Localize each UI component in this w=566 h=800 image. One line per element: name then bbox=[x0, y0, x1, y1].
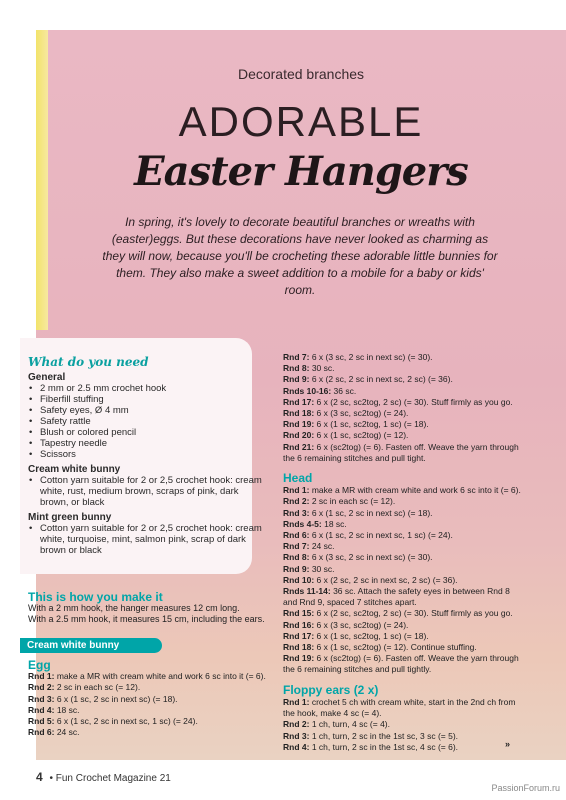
how-line-2: With a 2.5 mm hook, it measures 15 cm, including the ears. bbox=[28, 614, 265, 624]
pattern-row bbox=[283, 731, 523, 742]
row-label: Rnd 1: bbox=[283, 485, 310, 496]
row-label: Rnd 19: bbox=[283, 419, 315, 430]
material-item: • Safety rattle bbox=[38, 416, 263, 427]
instructions-intro bbox=[28, 592, 268, 625]
pattern-row bbox=[283, 442, 523, 464]
row-text: 6 x (2 sc, 2 sc in next sc, 2 sc) (= 36). bbox=[309, 374, 453, 385]
row-label: Rnd 15: bbox=[283, 608, 315, 619]
row-text: 6 x (1 sc, 2 sc in next sc, 1 sc) (= 24). bbox=[54, 716, 198, 727]
row-label: Rnd 2: bbox=[28, 682, 55, 693]
row-text: 6 x (2 sc, 2 sc in next sc, 2 sc) (= 36). bbox=[314, 574, 458, 585]
row-label: Rnd 1: bbox=[283, 696, 310, 707]
row-label: Rnd 2: bbox=[283, 496, 310, 507]
intro-paragraph: In spring, it's lovely to decorate beautiful branches or wreaths with (easter)eggs. But these decorations have never looked as charming as they will now, because you'll be crocheting these adorable little bunnies for them. They also make a sweet addition to a mobile for a baby or kids' room. bbox=[102, 215, 498, 297]
mint-label: Mint green bunny bbox=[28, 512, 112, 523]
material-item: • Cotton yarn suitable for 2 or 2,5 crochet hook: cream white, rust, medium brown, scraps of pink, dark brown, or black bbox=[38, 475, 263, 508]
pattern-row bbox=[283, 697, 523, 719]
row-text: 6 x (3 sc, sc2tog) (= 24). bbox=[314, 619, 409, 630]
row-text: 6 x (1 sc, sc2tog, 1 sc) (= 18). bbox=[314, 419, 429, 430]
row-text: 6 x (1 sc, 2 sc in next sc, 1 sc) (= 24). bbox=[309, 530, 453, 541]
row-text: 1 ch, turn, 2 sc in the 1st sc, 3 sc (= 5). bbox=[309, 730, 459, 741]
row-text: 1 ch, turn, 2 sc in the 1st sc, 4 sc (= 6). bbox=[309, 741, 459, 752]
row-text: 6 x (3 sc, 2 sc in next sc) (= 30). bbox=[309, 552, 433, 563]
row-text: 18 sc. bbox=[321, 518, 347, 529]
mint-items bbox=[28, 523, 263, 556]
row-label: Rnd 3: bbox=[283, 507, 310, 518]
row-label: Rnd 17: bbox=[283, 630, 315, 641]
title-line-2: Easter Hangers bbox=[134, 148, 468, 195]
row-text: 6 x (2 sc, sc2tog, 2 sc) (= 30). Stuff firmly as you go. bbox=[314, 608, 513, 619]
material-item: • Tapestry needle bbox=[38, 438, 263, 449]
egg-heading: Egg bbox=[28, 658, 51, 672]
row-label: Rnd 5: bbox=[28, 716, 55, 727]
row-text: 6 x (sc2tog) (= 6). Fasten off. Weave the yarn through the 6 remaining stitches and pull tightly. bbox=[283, 653, 519, 675]
material-item: • 2 mm or 2.5 mm crochet hook bbox=[38, 383, 263, 394]
ears-heading: Floppy ears (2 x) bbox=[283, 682, 379, 697]
row-text: 1 ch, turn, 4 sc (= 4). bbox=[309, 719, 390, 730]
row-label: Rnd 20: bbox=[283, 430, 315, 441]
pattern-row bbox=[283, 575, 523, 586]
row-label: Rnds 10-16: bbox=[283, 385, 332, 396]
row-label: Rnd 4: bbox=[28, 704, 55, 715]
row-label: Rnd 16: bbox=[283, 619, 315, 630]
magazine-name: Fun Crochet Magazine 21 bbox=[55, 773, 171, 784]
pattern-row bbox=[283, 642, 523, 653]
row-label: Rnd 4: bbox=[283, 741, 310, 752]
material-item: • Blush or colored pencil bbox=[38, 427, 263, 438]
continue-marker: » bbox=[505, 739, 511, 749]
pattern-row bbox=[28, 716, 268, 727]
pattern-row bbox=[28, 727, 268, 738]
general-label: General bbox=[28, 372, 66, 383]
material-item: • Cotton yarn suitable for 2 or 2,5 crochet hook: cream white, turquoise, mint, salmon pink, scrap of dark brown or black bbox=[38, 523, 263, 556]
row-label: Rnd 21: bbox=[283, 441, 315, 452]
row-text: 2 sc in each sc (= 12). bbox=[309, 496, 396, 507]
pattern-row bbox=[283, 352, 523, 363]
row-label: Rnd 3: bbox=[283, 730, 310, 741]
row-label: Rnds 4-5: bbox=[283, 518, 322, 529]
row-text: 6 x (1 sc, sc2tog) (= 12). Continue stuffing. bbox=[314, 642, 477, 653]
row-label: Rnd 17: bbox=[283, 396, 315, 407]
row-label: Rnd 8: bbox=[283, 363, 310, 374]
row-text: 2 sc in each sc (= 12). bbox=[54, 682, 141, 693]
pattern-row bbox=[283, 530, 523, 541]
footer-bullet: • bbox=[49, 773, 53, 784]
row-label: Rnd 19: bbox=[283, 653, 315, 664]
row-text: 6 x (3 sc, sc2tog) (= 24). bbox=[314, 408, 409, 419]
pattern-row bbox=[28, 694, 268, 705]
how-heading: This is how you make it bbox=[28, 590, 163, 604]
row-text: 6 x (sc2tog) (= 6). Fasten off. Weave the yarn through the 6 remaining stitches and pull tight. bbox=[283, 441, 519, 463]
row-label: Rnds 11-14: bbox=[283, 586, 331, 597]
pattern-row bbox=[283, 508, 523, 519]
material-item: • Scissors bbox=[38, 449, 263, 460]
row-label: Rnd 9: bbox=[283, 374, 310, 385]
row-text: 30 sc. bbox=[309, 363, 335, 374]
row-text: 30 sc. bbox=[309, 563, 335, 574]
pattern-row bbox=[283, 742, 523, 753]
section-kicker: Decorated branches bbox=[237, 66, 365, 82]
materials-list bbox=[28, 357, 263, 556]
materials-heading: What do you need bbox=[28, 355, 149, 369]
title-line-1: ADORABLE bbox=[178, 98, 424, 145]
row-label: Rnd 7: bbox=[283, 352, 310, 362]
pattern-row bbox=[28, 705, 268, 716]
pattern-row bbox=[283, 541, 523, 552]
pattern-row bbox=[283, 564, 523, 575]
pattern-row bbox=[283, 608, 523, 619]
row-text: 6 x (2 sc, sc2tog, 2 sc) (= 30). Stuff firmly as you go. bbox=[314, 396, 513, 407]
row-label: Rnd 6: bbox=[28, 727, 55, 738]
pattern-row bbox=[283, 620, 523, 631]
row-label: Rnd 1: bbox=[28, 671, 55, 682]
pattern-right-column bbox=[283, 352, 523, 753]
pattern-row bbox=[283, 519, 523, 530]
pattern-row bbox=[283, 496, 523, 507]
pattern-row bbox=[283, 408, 523, 419]
row-label: Rnd 8: bbox=[283, 552, 310, 563]
row-text: make a MR with cream white and work 6 sc into it (= 6). bbox=[54, 671, 266, 682]
page-number: 4 bbox=[36, 770, 43, 784]
row-text: 6 x (1 sc, sc2tog, 1 sc) (= 18). bbox=[314, 630, 429, 641]
row-text: 18 sc. bbox=[54, 704, 80, 715]
pattern-row bbox=[283, 430, 523, 441]
pattern-row bbox=[283, 631, 523, 642]
pattern-row bbox=[28, 671, 268, 682]
row-text: make a MR with cream white and work 6 sc into it (= 6). bbox=[309, 485, 521, 496]
row-label: Rnd 10: bbox=[283, 574, 315, 585]
pattern-row bbox=[283, 419, 523, 430]
row-label: Rnd 18: bbox=[283, 642, 315, 653]
row-text: 24 sc. bbox=[54, 727, 80, 738]
watermark: PassionForum.ru bbox=[491, 783, 560, 793]
row-label: Rnd 3: bbox=[28, 693, 55, 704]
pattern-row bbox=[283, 397, 523, 408]
pattern-row bbox=[283, 485, 523, 496]
pattern-row bbox=[283, 363, 523, 374]
pattern-row bbox=[28, 682, 268, 693]
row-text: 36 sc. Attach the safety eyes in between Rnd 8 and Rnd 9, spaced 7 stitches apart. bbox=[283, 586, 510, 608]
row-text: crochet 5 ch with cream white, start in the 2nd ch from the hook, make 4 sc (= 4). bbox=[283, 696, 516, 719]
row-label: Rnd 18: bbox=[283, 408, 315, 419]
row-label: Rnd 6: bbox=[283, 530, 310, 541]
egg-pattern bbox=[28, 660, 268, 738]
row-text: 24 sc. bbox=[309, 541, 335, 552]
pattern-row bbox=[283, 552, 523, 563]
pattern-row bbox=[283, 386, 523, 397]
row-text: 36 sc. bbox=[331, 385, 357, 396]
pattern-row bbox=[283, 374, 523, 385]
material-item: • Safety eyes, Ø 4 mm bbox=[38, 405, 263, 416]
row-text: 6 x (1 sc, 2 sc in next sc) (= 18). bbox=[309, 507, 433, 518]
bunny-pill-label: Cream white bunny bbox=[20, 638, 162, 653]
pattern-row bbox=[283, 719, 523, 730]
material-item: • Fiberfill stuffing bbox=[38, 394, 263, 405]
row-text: 6 x (3 sc, 2 sc in next sc) (= 30). bbox=[309, 352, 433, 362]
general-items bbox=[28, 383, 263, 460]
row-text: 6 x (1 sc, sc2tog) (= 12). bbox=[314, 430, 409, 441]
row-label: Rnd 9: bbox=[283, 563, 310, 574]
cream-label: Cream white bunny bbox=[28, 464, 121, 475]
pattern-row bbox=[283, 653, 523, 675]
cream-items bbox=[28, 475, 263, 508]
how-line-1: With a 2 mm hook, the hanger measures 12 cm long. bbox=[28, 603, 240, 613]
head-heading: Head bbox=[283, 471, 313, 486]
row-text: 6 x (1 sc, 2 sc in next sc) (= 18). bbox=[54, 693, 178, 704]
page-footer bbox=[36, 770, 171, 784]
pattern-row bbox=[283, 586, 523, 608]
row-label: Rnd 2: bbox=[283, 719, 310, 730]
row-label: Rnd 7: bbox=[283, 541, 310, 552]
